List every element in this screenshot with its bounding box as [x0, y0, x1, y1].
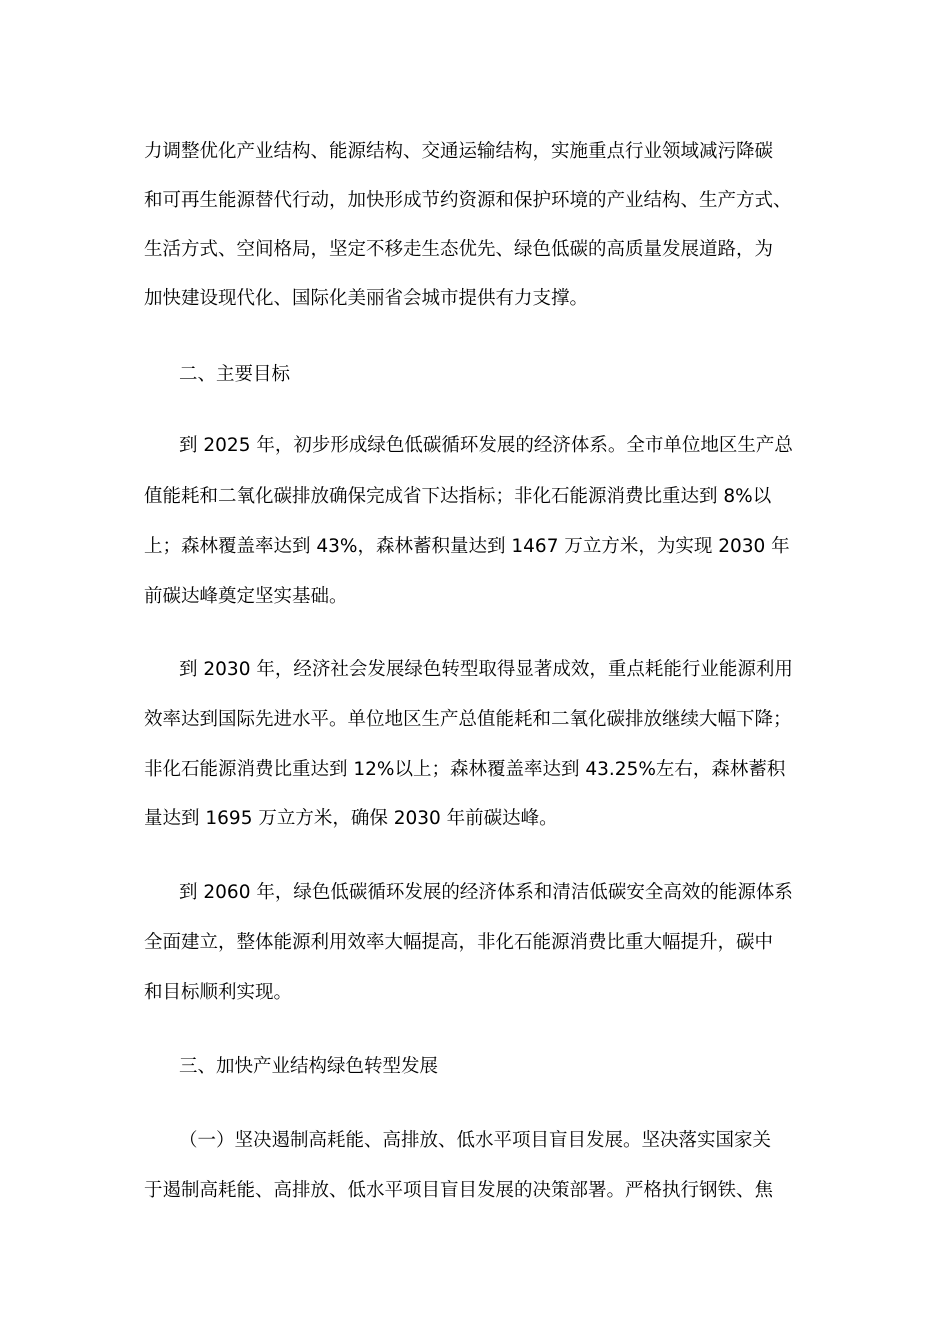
section-heading: 三、加快产业结构绿色转型发展 — [179, 1056, 439, 1077]
text-line: （一）坚决遏制高耗能、高排放、低水平项目盲目发展。坚决落实国家关 — [179, 1130, 772, 1151]
text-line: 上；森林覆盖率达到 43%，森林蓄积量达到 1467 万立方米，为实现 2030 年 — [144, 536, 790, 557]
text-line: 非化石能源消费比重达到 12%以上；森林覆盖率达到 43.25%左右，森林蓄积 — [144, 759, 786, 780]
text-line: 效率达到国际先进水平。单位地区生产总值能耗和二氧化碳排放继续大幅下降； — [144, 709, 792, 730]
text-line: 量达到 1695 万立方米，确保 2030 年前碳达峰。 — [144, 808, 558, 829]
text-line: 到 2060 年，绿色低碳循环发展的经济体系和清洁低碳安全高效的能源体系 — [179, 882, 793, 903]
text-line: 值能耗和二氧化碳排放确保完成省下达指标；非化石能源消费比重达到 8%以 — [144, 486, 772, 507]
text-line: 全面建立，整体能源利用效率大幅提高，非化石能源消费比重大幅提升，碳中 — [144, 932, 774, 953]
text-line: 加快建设现代化、国际化美丽省会城市提供有力支撑。 — [144, 288, 589, 309]
text-line: 和目标顺利实现。 — [144, 982, 293, 1003]
text-line: 前碳达峰奠定坚实基础。 — [144, 586, 348, 607]
text-line: 到 2025 年，初步形成绿色低碳循环发展的经济体系。全市单位地区生产总 — [179, 435, 793, 456]
text-line: 于遏制高耗能、高排放、低水平项目盲目发展的决策部署。严格执行钢铁、焦 — [144, 1180, 774, 1201]
text-line: 生活方式、空间格局，坚定不移走生态优先、绿色低碳的高质量发展道路，为 — [144, 239, 774, 260]
text-line: 力调整优化产业结构、能源结构、交通运输结构，实施重点行业领域减污降碳 — [144, 141, 774, 162]
section-heading: 二、主要目标 — [179, 364, 291, 385]
text-line: 到 2030 年，经济社会发展绿色转型取得显著成效，重点耗能行业能源利用 — [179, 659, 793, 680]
text-line: 和可再生能源替代行动，加快形成节约资源和保护环境的产业结构、生产方式、 — [144, 190, 792, 211]
